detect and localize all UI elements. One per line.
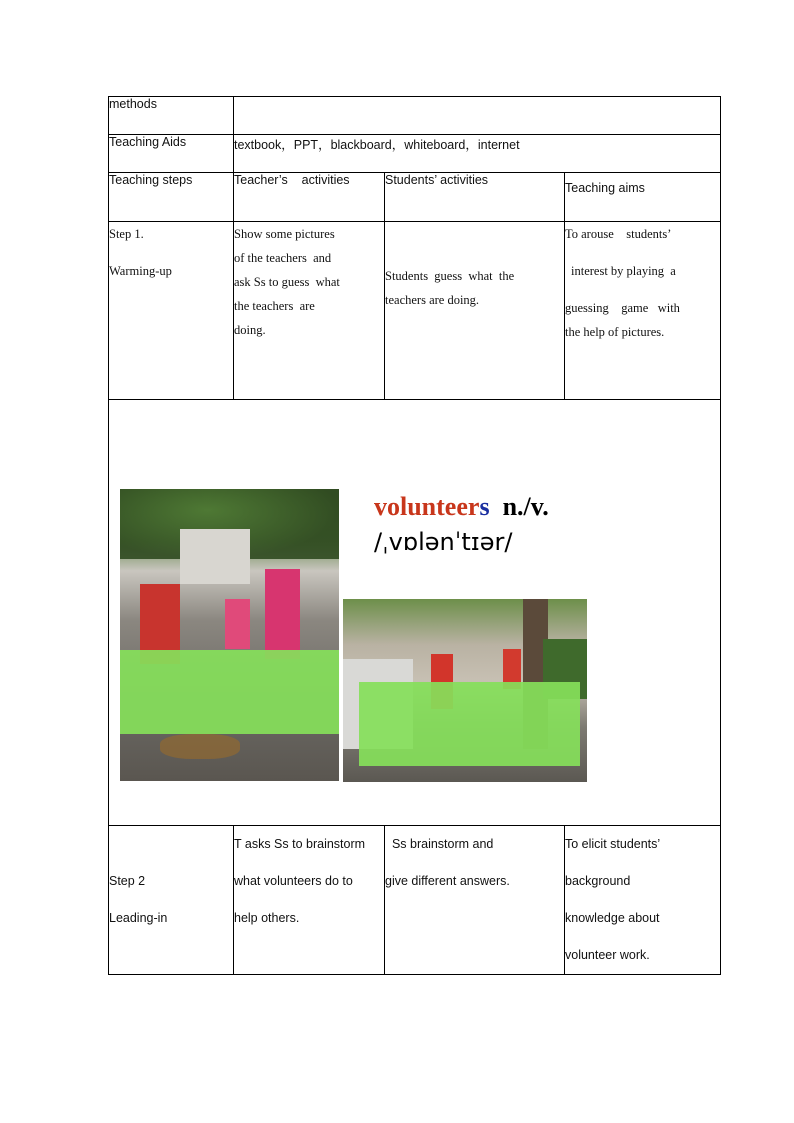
step1-teacher-line: the teachers are xyxy=(234,299,315,313)
step2-students-line: give different answers. xyxy=(385,874,510,888)
methods-row xyxy=(109,97,721,135)
vocabulary-word xyxy=(374,492,549,522)
step1-students-line: Students guess what the xyxy=(385,269,515,283)
step1-aims-line: the help of pictures. xyxy=(565,325,665,339)
step1-name: Warming-up xyxy=(109,264,172,278)
highlight-box xyxy=(120,650,339,734)
step1-teacher-line: doing. xyxy=(234,323,266,337)
word-plural-s: s xyxy=(479,492,490,521)
step2-students-line: Ss brainstorm and xyxy=(385,837,494,851)
step1-students-cell xyxy=(385,222,565,400)
step2-aims-line: volunteer work. xyxy=(565,948,650,962)
header-teaching-aims: Teaching aims xyxy=(565,173,721,222)
step2-teacher-cell xyxy=(234,826,385,975)
methods-label: methods xyxy=(109,97,234,135)
step1-aims-line: interest by playing a xyxy=(571,264,676,278)
header-students-activities: Students’ activities xyxy=(385,173,565,222)
step1-aims-line: guessing game with xyxy=(565,301,680,315)
step2-students-cell xyxy=(385,826,565,975)
step1-teacher-line: Show some pictures xyxy=(234,227,335,241)
teaching-aids-row xyxy=(109,135,721,173)
part-of-speech: n./v. xyxy=(502,492,549,521)
step1-teacher-line: ask Ss to guess what xyxy=(234,275,340,289)
step1-aims-cell xyxy=(565,222,721,400)
volunteers-sweeping-photo xyxy=(120,489,339,781)
step1-row xyxy=(109,222,721,400)
lesson-plan-table xyxy=(108,96,721,975)
step2-aims-line: knowledge about xyxy=(565,911,660,925)
slide-image-cell xyxy=(109,400,721,826)
step2-teacher-line: what volunteers do to xyxy=(234,874,353,888)
header-teaching-steps: Teaching steps xyxy=(109,173,234,222)
slide-image xyxy=(109,400,720,825)
step2-row xyxy=(109,826,721,975)
step2-aims-line: To elicit students’ xyxy=(565,837,661,851)
step1-teacher-line: of the teachers and xyxy=(234,251,332,265)
step2-teacher-line: T asks Ss to brainstorm xyxy=(234,837,366,851)
word-part: r xyxy=(467,492,480,521)
slide-image-row xyxy=(109,400,721,826)
step2-aims-line: background xyxy=(565,874,631,888)
step2-aims-cell xyxy=(565,826,721,975)
teaching-aids-value: textbook，PPT，blackboard，whiteboard，internet xyxy=(234,135,721,173)
step1-students-line: teachers are doing. xyxy=(385,293,480,307)
header-row xyxy=(109,173,721,222)
step1-aims-line: To arouse students’ xyxy=(565,227,672,241)
methods-value xyxy=(234,97,721,135)
word-part: voluntee xyxy=(374,492,468,521)
phonetic-transcription: /ˌvɒlənˈtɪər/ xyxy=(374,528,513,556)
highlight-box xyxy=(359,682,580,766)
step2-number: Step 2 xyxy=(109,874,146,888)
step2-step-cell xyxy=(109,826,234,975)
step1-teacher-cell xyxy=(234,222,385,400)
step2-name: Leading-in xyxy=(109,911,168,925)
step2-teacher-line: help others. xyxy=(234,911,300,925)
step2-spacer xyxy=(109,826,233,863)
step1-number: Step 1. xyxy=(109,227,144,241)
header-teacher-activities: Teacher’s activities xyxy=(234,173,385,222)
step1-step-cell xyxy=(109,222,234,400)
teaching-aids-label: Teaching Aids xyxy=(109,135,234,173)
